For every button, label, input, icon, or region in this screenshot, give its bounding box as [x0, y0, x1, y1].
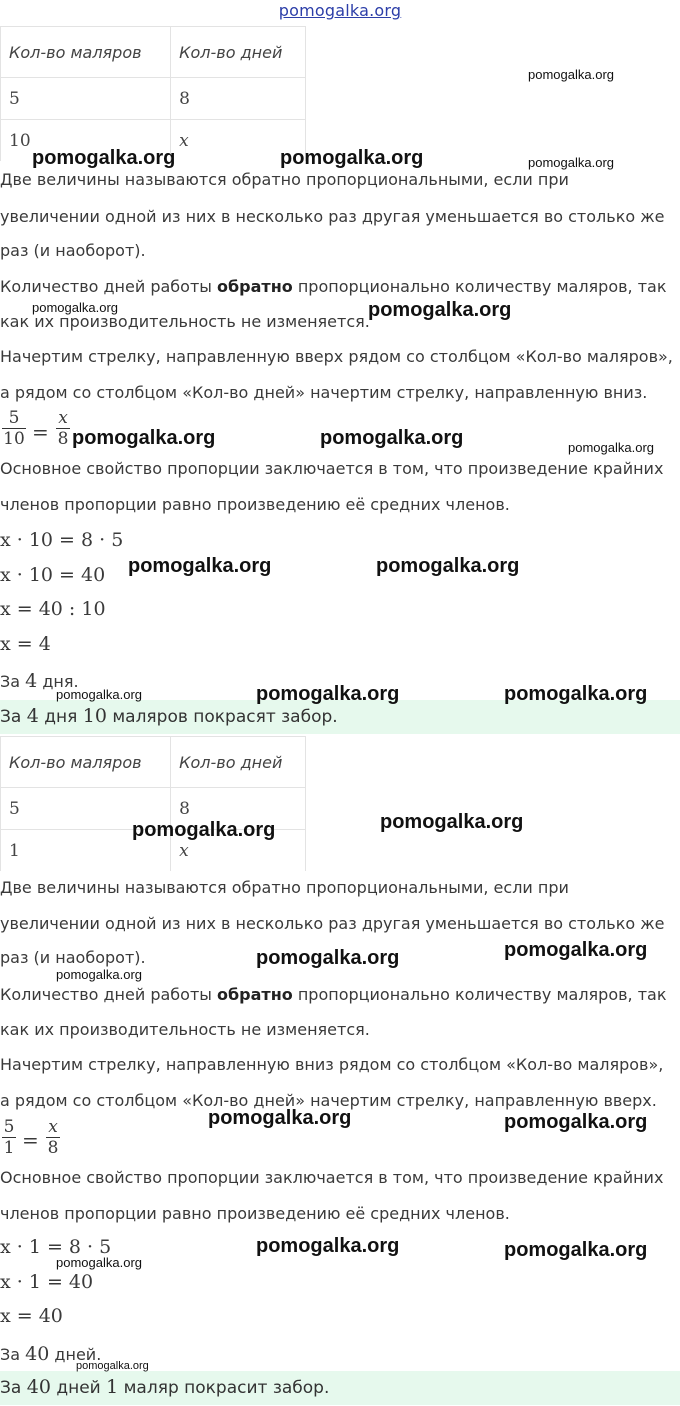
definition-line: раз (и наоборот).: [0, 241, 146, 260]
watermark: pomogalka.org: [376, 555, 520, 577]
arrow-instruction: а рядом со столбцом «Кол-во дней» начертим стрелку, направленную вниз.: [0, 383, 648, 402]
fraction-left: 5 1: [3, 1117, 15, 1158]
property-line: членов пропорции равно произведению её средних членов.: [0, 1204, 510, 1223]
arrow-instruction: а рядом со столбцом «Кол-во дней» начертим стрелку, направленную вверх.: [0, 1091, 657, 1110]
watermark: pomogalka.org: [504, 1111, 648, 1133]
watermark: pomogalka.org: [504, 939, 648, 961]
definition-line: увеличении одной из них в несколько раз другая уменьшается во столько же: [0, 914, 665, 933]
site-link[interactable]: pomogalka.org: [278, 1, 402, 20]
answer-text: За 4 дня 10 маляров покрасят забор.: [0, 705, 338, 727]
equation-step: x · 1 = 8 · 5: [0, 1236, 112, 1258]
equals-sign: =: [32, 420, 49, 444]
header-painters: Кол-во маляров: [1, 737, 171, 788]
watermark: pomogalka.org: [56, 967, 142, 982]
watermark: pomogalka.org: [56, 687, 142, 702]
watermark: pomogalka.org: [320, 427, 464, 449]
table-cell: x: [171, 120, 306, 162]
fraction-left: 5 10: [3, 408, 25, 449]
definition-line: Две величины называются обратно пропорциональными, если при: [0, 170, 569, 189]
header-painters: Кол-во маляров: [1, 27, 171, 78]
watermark: pomogalka.org: [256, 947, 400, 969]
table-cell: 5: [1, 788, 171, 830]
table-cell: 1: [1, 830, 171, 872]
answer-text: За 40 дней 1 маляр покрасит забор.: [0, 1376, 330, 1398]
equation-step: x = 40: [0, 1305, 63, 1327]
watermark: pomogalka.org: [256, 683, 400, 705]
watermark: pomogalka.org: [132, 819, 276, 841]
watermark: pomogalka.org: [32, 300, 118, 315]
watermark: pomogalka.org: [32, 147, 176, 169]
days-statement: Количество дней работы обратно пропорционально количеству маляров, так: [0, 985, 667, 1004]
watermark: pomogalka.org: [380, 811, 524, 833]
watermark: pomogalka.org: [368, 299, 512, 321]
data-table-2: [0, 736, 306, 871]
watermark: pomogalka.org: [56, 1255, 142, 1270]
watermark: pomogalka.org: [504, 683, 648, 705]
table-cell: 10: [1, 120, 171, 162]
definition-line: Две величины называются обратно пропорциональными, если при: [0, 878, 569, 897]
watermark: pomogalka.org: [280, 147, 424, 169]
equation-step: x · 1 = 40: [0, 1271, 94, 1293]
watermark: pomogalka.org: [528, 67, 614, 82]
property-line: Основное свойство пропорции заключается в том, что произведение крайних: [0, 459, 664, 478]
table-cell: 5: [1, 78, 171, 120]
property-line: членов пропорции равно произведению её средних членов.: [0, 495, 510, 514]
days-statement-line2: как их производительность не изменяется.: [0, 312, 370, 331]
equals-sign: =: [22, 1128, 39, 1152]
fraction-right: x 8: [47, 1117, 59, 1158]
definition-line: раз (и наоборот).: [0, 948, 146, 967]
equation-step: x = 40 : 10: [0, 598, 106, 620]
watermark: pomogalka.org: [128, 555, 272, 577]
watermark: pomogalka.org: [208, 1107, 352, 1129]
watermark: pomogalka.org: [568, 440, 654, 455]
data-table-1: [0, 26, 306, 161]
arrow-instruction: Начертим стрелку, направленную вверх рядом со столбцом «Кол-во маляров»,: [0, 347, 673, 366]
definition-line: увеличении одной из них в несколько раз другая уменьшается во столько же: [0, 207, 665, 226]
fraction-right: x 8: [57, 408, 69, 449]
table-cell: 8: [171, 78, 306, 120]
arrow-instruction: Начертим стрелку, направленную вниз рядом со столбцом «Кол-во маляров»,: [0, 1055, 664, 1074]
watermark: pomogalka.org: [528, 155, 614, 170]
property-line: Основное свойство пропорции заключается в том, что произведение крайних: [0, 1168, 664, 1187]
result-line: За 4 дня.: [0, 670, 79, 692]
table-cell: x: [171, 830, 306, 872]
days-statement: Количество дней работы обратно пропорционально количеству маляров, так: [0, 277, 667, 296]
table-cell: 8: [171, 788, 306, 830]
equation-step: x · 10 = 8 · 5: [0, 529, 124, 551]
watermark: pomogalka.org: [72, 427, 216, 449]
days-statement-line2: как их производительность не изменяется.: [0, 1020, 370, 1039]
equation-step: x · 10 = 40: [0, 564, 106, 586]
watermark: pomogalka.org: [76, 1360, 149, 1372]
header-days: Кол-во дней: [171, 737, 306, 788]
watermark: pomogalka.org: [256, 1235, 400, 1257]
equation-step: x = 4: [0, 633, 51, 655]
header-days: Кол-во дней: [171, 27, 306, 78]
result-line: За 40 дней.: [0, 1343, 102, 1365]
watermark: pomogalka.org: [504, 1239, 648, 1261]
